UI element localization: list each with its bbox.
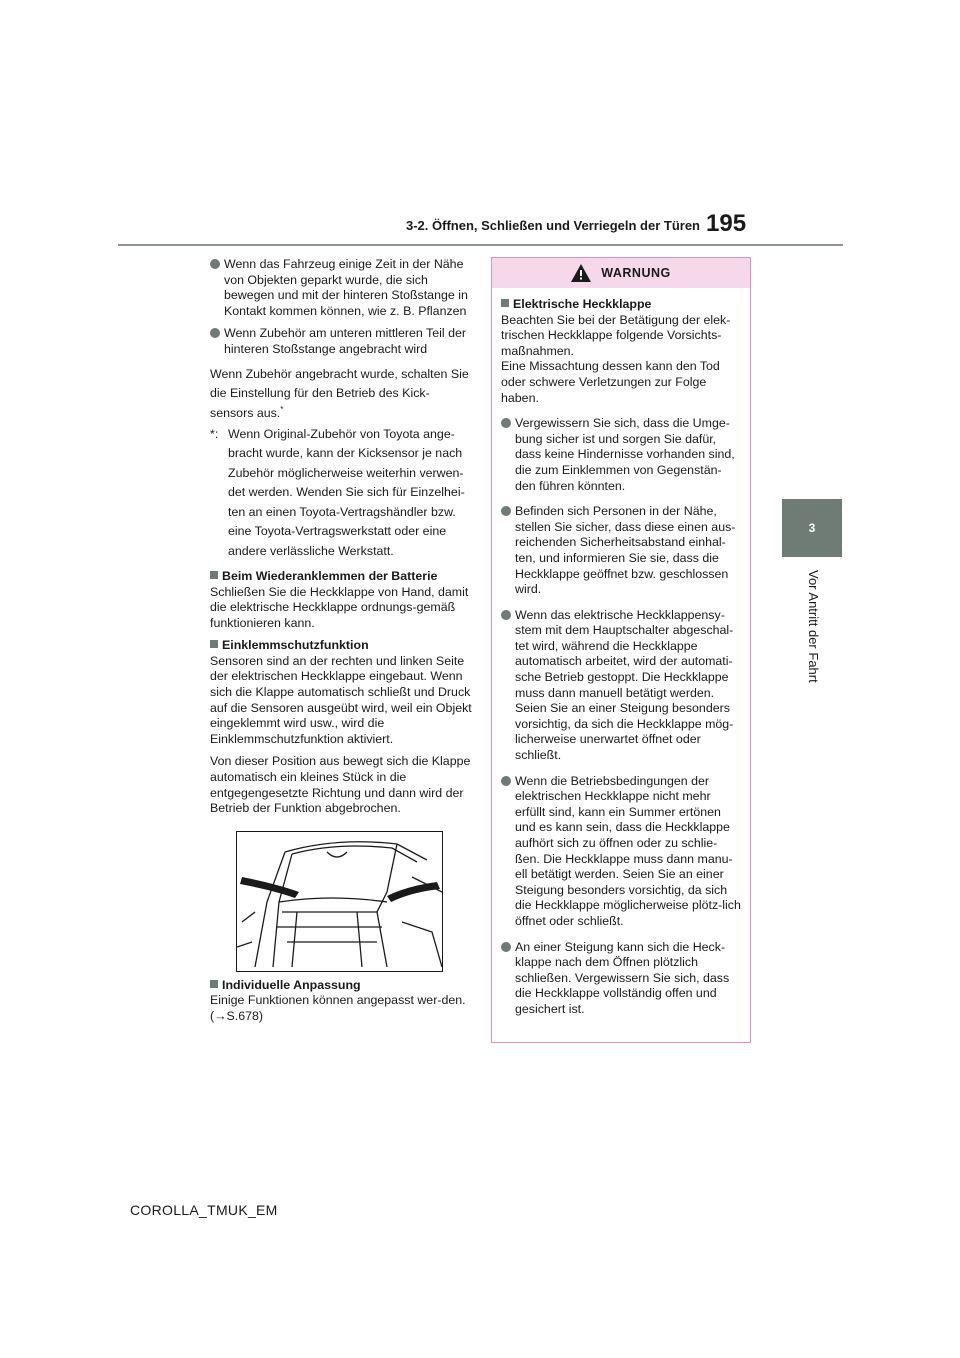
square-bullet-icon [501, 299, 509, 307]
pinch-text-1: Sensoren sind an der rechten und linken Seite der elektrischen Heckklappe eingebaut. Wenn sich die Klappe automatisch schließt und Druck auf die Sensoren ausgeübt wird, weil ein Objekt eingeklemmt wird usw., wird die Einklemmschutzfunktion aktiviert. [210, 653, 472, 746]
battery-heading: Beim Wiederanklemmen der Batterie [210, 569, 472, 585]
square-bullet-icon [210, 640, 218, 648]
bullet-dot-icon [501, 610, 511, 620]
asterisk-mark: * [280, 404, 284, 414]
warning-heading: Elektrische Heckklappe [501, 297, 742, 313]
warning-header [492, 258, 750, 288]
warning-title: WARNUNG [601, 266, 671, 280]
chapter-tab [782, 499, 842, 557]
pinch-text-2: Von dieser Position aus bewegt sich die Klappe automatisch ein kleines Stück in die entgegengesetzte Richtung und dann wird der Betrieb der Funktion abgebrochen. [210, 754, 471, 816]
chapter-number: 3 [808, 521, 816, 535]
page-number: 195 [706, 210, 747, 237]
warning-intro-2: Eine Missachtung dessen kann den Tod oder schwere Verletzungen zur Folge haben. [501, 359, 720, 405]
bullet-dot-icon [501, 776, 511, 786]
tailgate-sensor-icon [237, 832, 442, 971]
document-code: COROLLA_TMUK_EM [130, 1202, 278, 1218]
bullet-dot-icon [210, 259, 220, 269]
list-item: Wenn das elektrische Heckklappensy-stem mit dem Hauptschalter abgeschal-tet wird, während die Heckklappe automatisch arbeitet, wird der automati-sche Betrieb gestoppt. Die Heckklappe muss dann manuell betätigt werden. Seien Sie an einer Steigung besonders vorsichtig, da sich die Heckklappe mög-licherweise unerwartet öffnet oder schließt. [501, 608, 742, 764]
list-item: Wenn Zubehör am unteren mittleren Teil der hinteren Stoßstange angebracht wird [210, 326, 472, 357]
custom-heading: Individuelle Anpassung [210, 978, 472, 994]
tailgate-illustration [236, 831, 443, 972]
left-column [210, 257, 472, 1032]
bullet-dot-icon [501, 506, 511, 516]
list-item: An einer Steigung kann sich die Heck-klappe nach dem Öffnen plötzlich schließen. Vergewissern Sie sich, dass die Heckklappe vollständig offen und gesichert ist. [501, 940, 742, 1018]
bullet-dot-icon [501, 942, 511, 952]
bullet-dot-icon [501, 418, 511, 428]
battery-text: Schließen Sie die Heckklappe von Hand, damit die elektrische Heckklappe ordnungs-gemäß funktionieren kann. [210, 584, 469, 630]
section-title: 3-2. Öffnen, Schließen und Verriegeln der Türen [405, 218, 700, 233]
list-item: Vergewissern Sie sich, dass die Umge-bung sicher ist und sorgen Sie dafür, dass keine Hindernisse vorhanden sind, die zum Einklemmen von Gegenstän-den führen könnten. [501, 416, 742, 494]
footnote-mark: *: [210, 427, 219, 442]
list-item: Wenn die Betriebsbedingungen der elektrischen Heckklappe nicht mehr erfüllt sind, kann ein Summer ertönen und es kann sein, dass die Heckklappe aufhört sich zu öffnen oder zu schlie-ßen. Die Heckklappe muss dann manu-ell betätigt werden. Seien Sie an einer Steigung besonders vorsichtig, da sich die Heckklappe möglicherweise plötz-lich öffnet oder schließt. [501, 774, 742, 930]
list-item: Wenn das Fahrzeug einige Zeit in der Nähe von Objekten geparkt wurde, die sich bewegen und mit der hinteren Stoßstange in Kontakt kommen können, wie z. B. Pflanzen [210, 257, 472, 319]
warning-triangle-icon [571, 264, 591, 282]
footnote-text: Wenn Original-Zubehör von Toyota ange-bracht wurde, kann der Kicksensor je nach Zubehör möglicherweise weiterhin verwen-det werden. Wenden Sie sich für Einzelhei-ten an einen Toyota-Vertragshändler bzw. eine Toyota-Vertragswerkstatt oder eine andere verlässliche Werkstatt. [228, 427, 465, 558]
list-item: Befinden sich Personen in der Nähe, stellen Sie sicher, dass diese einen aus-reichenden Sicherheitsabstand einhal-ten, und informieren Sie sie, dass die Heckklappe geöffnet bzw. geschlossen wird. [501, 504, 742, 598]
square-bullet-icon [210, 980, 218, 988]
accessory-note: Wenn Zubehör angebracht wurde, schalten Sie die Einstellung für den Betrieb des Kick-sensors aus.* [210, 366, 469, 420]
warning-intro: Beachten Sie bei der Betätigung der elek-trischen Heckklappe folgende Vorsichts-maßnahmen. [501, 312, 731, 358]
pinch-heading: Einklemmschutzfunktion [210, 638, 472, 654]
header-divider [118, 244, 843, 246]
footnote [210, 425, 472, 561]
chapter-title: Vor Antritt der Fahrt [806, 570, 821, 683]
square-bullet-icon [210, 571, 218, 579]
warning-body [492, 288, 750, 1018]
bullet-dot-icon [210, 328, 220, 338]
warning-box [491, 257, 751, 1043]
custom-text: Einige Funktionen können angepasst wer-den. (→S.678) [210, 993, 466, 1023]
